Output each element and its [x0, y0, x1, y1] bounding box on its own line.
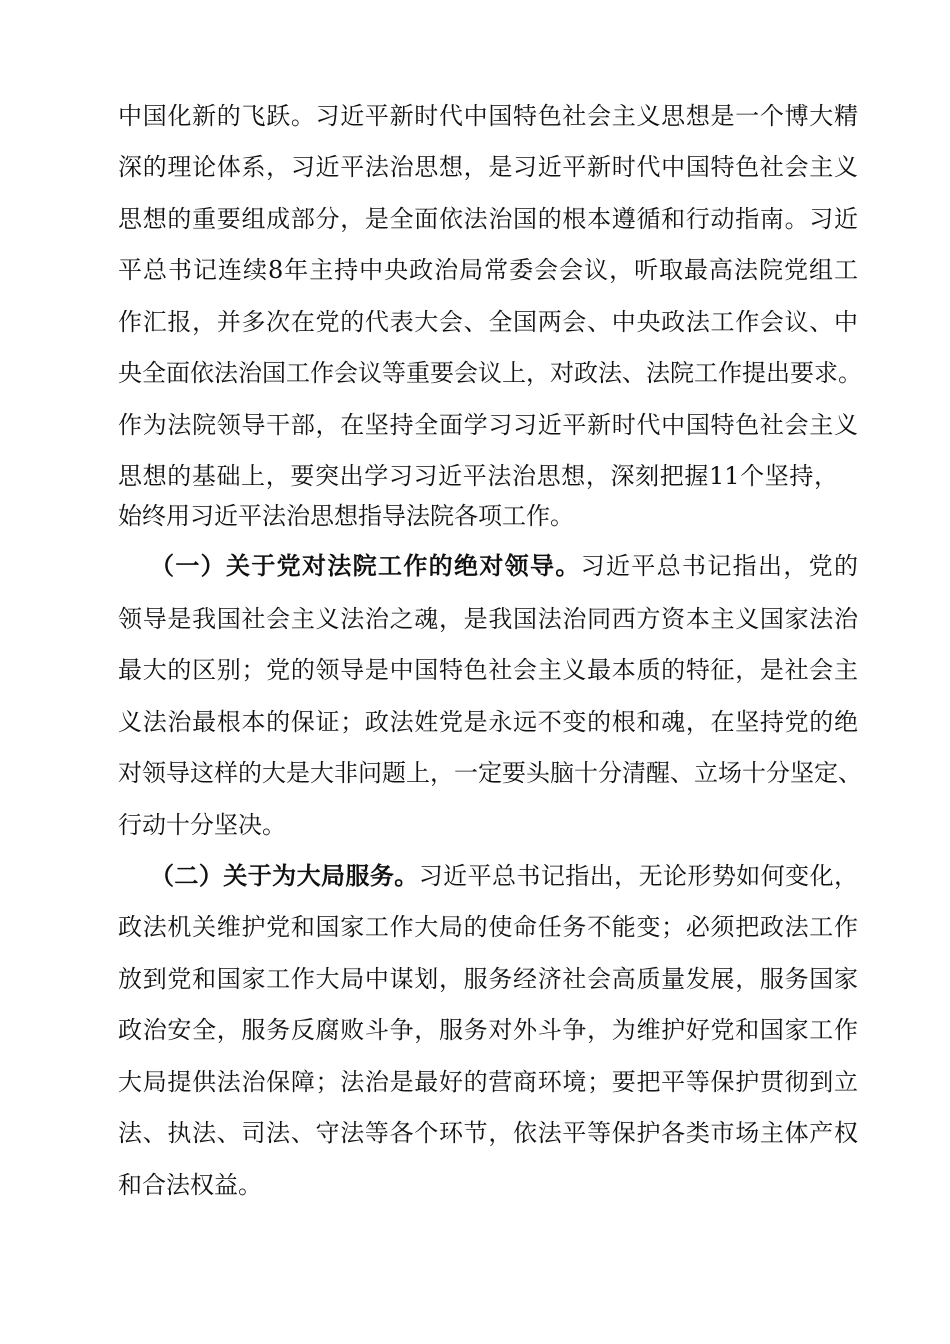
intro-line: 作汇报，并多次在党的代表大会、全国两会、中央政法工作会议、中 — [118, 308, 858, 336]
section2-line: 放到党和国家工作大局中谋划，服务经济社会高质量发展，服务国家 — [118, 965, 858, 993]
section2-first-line-text: 习近平总书记指出，无论形势如何变化， — [418, 862, 859, 890]
intro-line: 深的理论体系，习近平法治思想，是习近平新时代中国特色社会主义 — [118, 153, 858, 181]
section1-line: 行动十分坚决。 — [118, 811, 286, 839]
intro-line: 始终用习近平法治思想指导法院各项工作。 — [118, 502, 574, 530]
section2-line: 法、执法、司法、守法等各个环节，依法平等保护各类市场主体产权 — [118, 1119, 858, 1147]
section2-heading: （二）关于为大局服务。 — [150, 861, 419, 890]
section1-first-line-text: 习近平总书记指出，党的 — [580, 552, 859, 580]
section1-line: 最大的区别；党的领导是中国特色社会主义最本质的特征，是社会主 — [118, 656, 858, 684]
section2-line: 大局提供法治保障；法治是最好的营商环境；要把平等保护贯彻到立 — [118, 1068, 858, 1096]
intro-line: 中国化新的飞跃。习近平新时代中国特色社会主义思想是一个博大精 — [118, 102, 858, 130]
intro-line: 思想的基础上，要突出学习习近平法治思想，深刻把握11个坚持， — [118, 462, 838, 490]
intro-line: 作为法院领导干部，在坚持全面学习习近平新时代中国特色社会主义 — [118, 411, 858, 439]
section1-line: 对领导这样的大是大非问题上，一定要头脑十分清醒、立场十分坚定、 — [118, 759, 862, 787]
section2-first-line — [150, 858, 858, 894]
section2-line: 政治安全，服务反腐败斗争，服务对外斗争，为维护好党和国家工作 — [118, 1016, 858, 1044]
section1-line: 领导是我国社会主义法治之魂，是我国法治同西方资本主义国家法治 — [118, 605, 858, 633]
section1-heading: （一）关于党对法院工作的绝对领导。 — [150, 551, 581, 580]
intro-line: 思想的重要组成部分，是全面依法治国的根本遵循和行动指南。习近 — [118, 205, 858, 233]
section1-first-line — [150, 548, 858, 584]
intro-line: 央全面依法治国工作会议等重要会议上，对政法、法院工作提出要求。 — [118, 359, 862, 387]
intro-line: 平总书记连续8年主持中央政治局常委会会议，听取最高法院党组工 — [118, 256, 858, 284]
section2-line: 政法机关维护党和国家工作大局的使命任务不能变；必须把政法工作 — [118, 913, 858, 941]
section2-line: 和合法权益。 — [118, 1171, 262, 1199]
section1-line: 义法治最根本的保证；政法姓党是永远不变的根和魂，在坚持党的绝 — [118, 708, 858, 736]
